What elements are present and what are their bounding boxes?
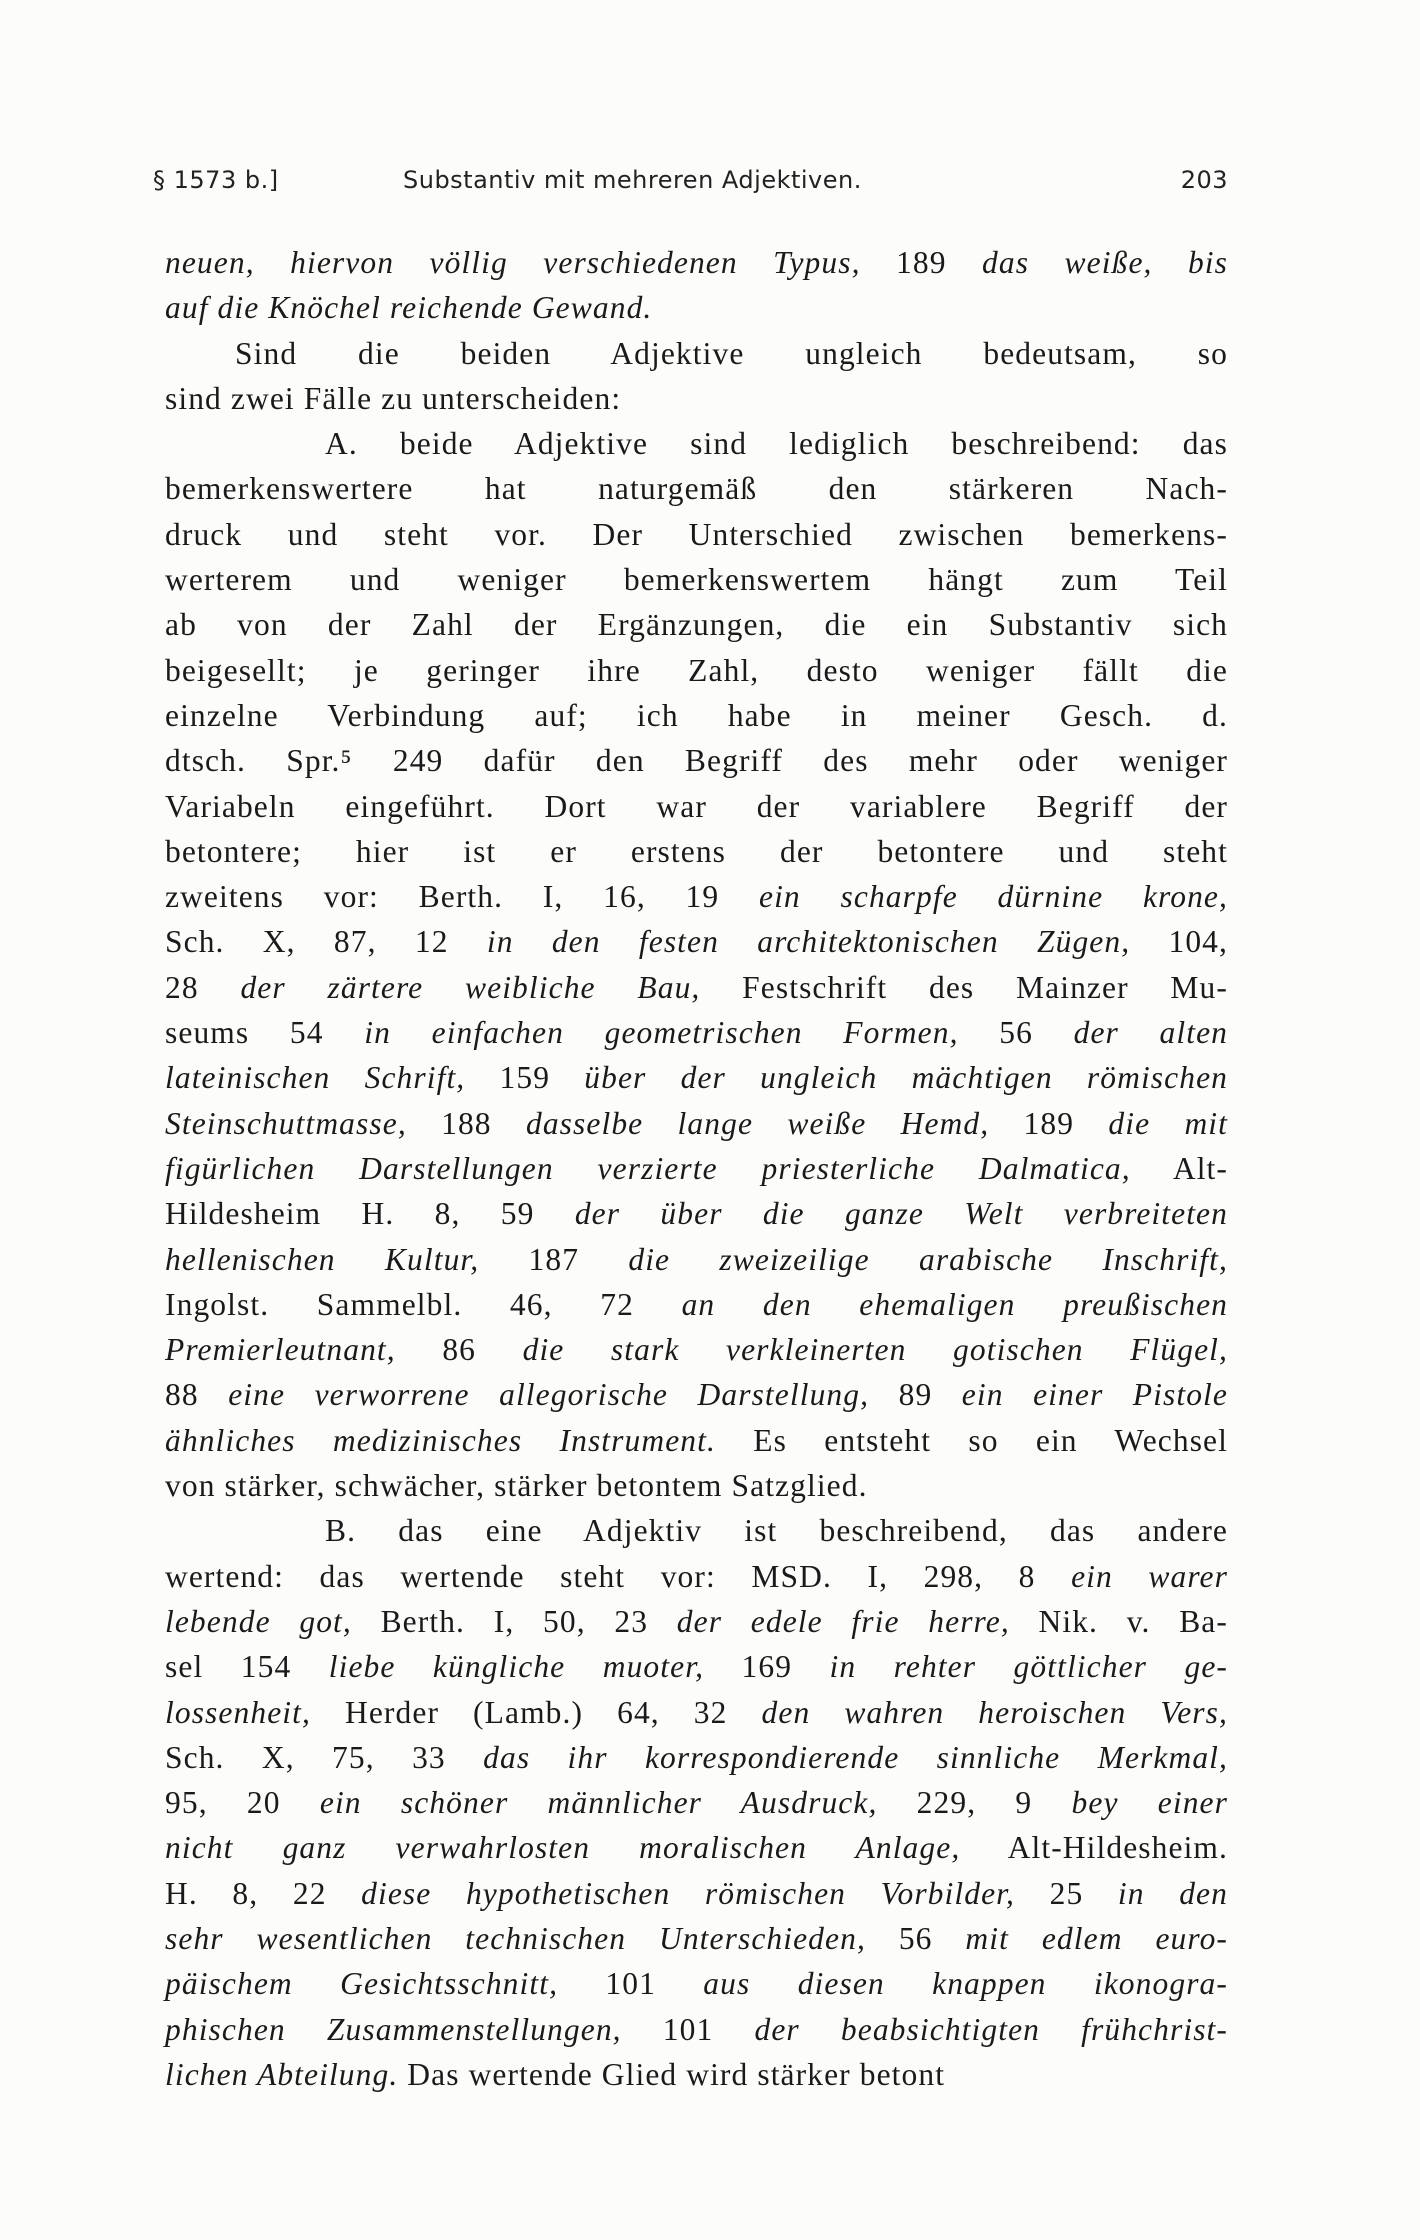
text-line: sel 154 liebe küngliche muoter, 169 in rehter göttlicher ge- xyxy=(165,1649,1228,1685)
running-header xyxy=(153,158,1228,198)
text-line: nicht ganz verwahrlosten moralischen Anlage, Alt-Hildesheim. xyxy=(165,1830,1228,1866)
text-line: dtsch. Spr.⁵ 249 dafür den Begriff des mehr oder weniger xyxy=(165,743,1228,779)
text-line: ab von der Zahl der Ergänzungen, die ein Substantiv sich xyxy=(165,607,1228,643)
text-line: Hildesheim H. 8, 59 der über die ganze Welt verbreiteten xyxy=(165,1196,1228,1232)
section-reference: § 1573 b.] xyxy=(153,166,279,194)
text-line: Steinschuttmasse, 188 dasselbe lange weiße Hemd, 189 die mit xyxy=(165,1105,1229,1141)
text-line: hellenischen Kultur, 187 die zweizeilige arabische Inschrift, xyxy=(165,1241,1228,1277)
text-line: einzelne Verbindung auf; ich habe in meiner Gesch. d. xyxy=(165,697,1228,733)
text-line: bemerkenswertere hat naturgemäß den stärkeren Nach- xyxy=(165,471,1228,507)
text-line: Sind die beiden Adjektive ungleich bedeutsam, so xyxy=(235,335,1228,371)
text-line: phischen Zusammenstellungen, 101 der beabsichtigten frühchrist- xyxy=(165,2011,1228,2047)
text-line: 95, 20 ein schöner männlicher Ausdruck, 229, 9 bey einer xyxy=(165,1785,1229,1821)
text-line: B. das eine Adjektiv ist beschreibend, das andere xyxy=(325,1513,1228,1549)
text-line: ähnliches medizinisches Instrument. Es entsteht so ein Wechsel xyxy=(165,1422,1228,1458)
text-line: druck und steht vor. Der Unterschied zwischen bemerkens- xyxy=(165,516,1228,552)
text-line: sehr wesentlichen technischen Unterschieden, 56 mit edlem euro- xyxy=(165,1920,1229,1956)
text-line: Premierleutnant, 86 die stark verkleinerten gotischen Flügel, xyxy=(165,1332,1228,1368)
text-line: werterem und weniger bemerkenswertem hängt zum Teil xyxy=(165,562,1228,598)
text-line: auf die Knöchel reichende Gewand. xyxy=(165,290,653,326)
text-line: 88 eine verworrene allegorische Darstellung, 89 ein einer Pistole xyxy=(165,1377,1228,1413)
text-line: 28 der zärtere weibliche Bau, Festschrift des Mainzer Mu- xyxy=(165,969,1228,1005)
text-line: Sch. X, 75, 33 das ihr korrespondierende sinnliche Merkmal, xyxy=(165,1739,1228,1775)
text-line: lossenheit, Herder (Lamb.) 64, 32 den wahren heroischen Vers, xyxy=(165,1694,1228,1730)
text-line: lichen Abteilung. Das wertende Glied wird stärker betont xyxy=(165,2056,946,2092)
text-line: von stärker, schwächer, stärker betontem Satzglied. xyxy=(165,1468,868,1504)
text-line: päischem Gesichtsschnitt, 101 aus diesen knappen ikonogra- xyxy=(165,1966,1228,2002)
text-line: zweitens vor: Berth. I, 16, 19 ein scharpfe dürnine krone, xyxy=(165,879,1228,915)
page-number: 203 xyxy=(1180,166,1228,194)
text-line: betontere; hier ist er erstens der betontere und steht xyxy=(165,833,1228,869)
text-line: neuen, hiervon völlig verschiedenen Typus, 189 das weiße, bis xyxy=(165,245,1229,280)
text-line: beigesellt; je geringer ihre Zahl, desto weniger fällt die xyxy=(165,652,1228,688)
text-line: Ingolst. Sammelbl. 46, 72 an den ehemaligen preußischen xyxy=(165,1286,1228,1322)
text-line: H. 8, 22 diese hypothetischen römischen Vorbilder, 25 in den xyxy=(165,1875,1228,1911)
text-line: Sch. X, 87, 12 in den festen architektonischen Zügen, 104, xyxy=(165,924,1229,960)
text-line: wertend: das wertende steht vor: MSD. I, 298, 8 ein warer xyxy=(165,1558,1228,1594)
text-line: lebende got, Berth. I, 50, 23 der edele frie herre, Nik. v. Ba- xyxy=(165,1603,1228,1639)
text-line: sind zwei Fälle zu unterscheiden: xyxy=(165,380,622,416)
text-line: seums 54 in einfachen geometrischen Formen, 56 der alten xyxy=(165,1015,1229,1051)
text-line: figürlichen Darstellungen verzierte priesterliche Dalmatica, Alt- xyxy=(165,1150,1228,1186)
body-text xyxy=(165,240,1228,2097)
text-line: A. beide Adjektive sind lediglich beschreibend: das xyxy=(325,426,1228,462)
running-title: Substantiv mit mehreren Adjektiven. xyxy=(403,166,862,194)
text-line: lateinischen Schrift, 159 über der ungleich mächtigen römischen xyxy=(165,1060,1229,1096)
text-line: Variabeln eingeführt. Dort war der variablere Begriff der xyxy=(165,788,1228,824)
